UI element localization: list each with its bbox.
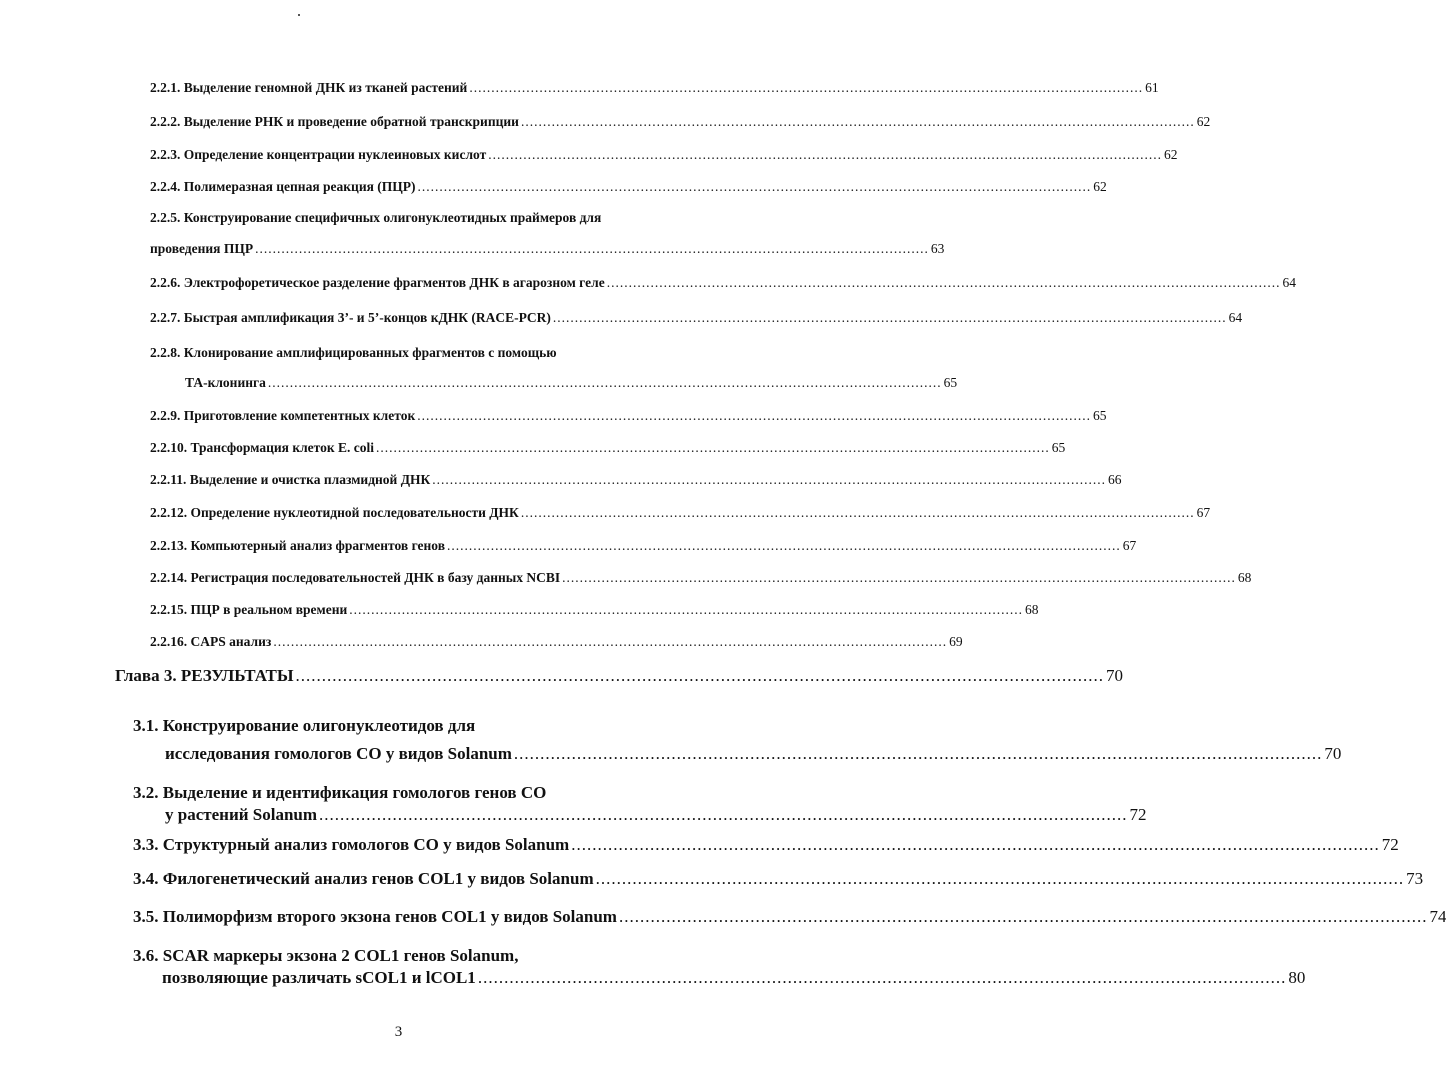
toc-entry[interactable]	[150, 80, 1159, 96]
leader-dots: ..........................................................................................................................................................	[571, 835, 1380, 854]
toc-entry-page: 65	[1092, 408, 1107, 423]
toc-entry-title: 2.2.13. Компьютерный анализ фрагментов генов	[150, 538, 445, 553]
leader-dots: ..........................................................................................................................................................	[477, 968, 1287, 987]
toc-entry-title: 2.2.12. Определение нуклеотидной последовательности ДНК	[150, 505, 519, 520]
toc-section[interactable]	[133, 835, 1399, 855]
leader-dots: ..........................................................................................................................................................	[562, 570, 1236, 585]
toc-entry[interactable]	[150, 538, 1137, 554]
toc-entry-page: 61	[1145, 80, 1159, 95]
toc-section[interactable]	[162, 968, 1306, 988]
toc-entry-title: 2.2.10. Трансформация клеток E. coli	[150, 440, 375, 455]
toc-entry[interactable]	[150, 114, 1211, 130]
toc-entry-title-continuation: проведения ПЦР	[150, 241, 254, 256]
toc-entry-page: 62	[1196, 114, 1211, 129]
toc-section[interactable]	[133, 907, 1446, 927]
leader-dots: ..........................................................................................................................................................	[267, 375, 942, 390]
toc-section-page: 70	[1324, 744, 1342, 763]
toc-entry-title: 2.2.2. Выделение РНК и проведение обратной транскрипции	[150, 114, 519, 129]
toc-entry[interactable]	[150, 440, 1066, 456]
toc-entry[interactable]	[150, 179, 1107, 195]
scan-speck	[298, 14, 300, 16]
toc-entry[interactable]	[150, 310, 1243, 326]
leader-dots: ..........................................................................................................................................................	[319, 805, 1128, 824]
toc-entry-title: 2.2.9. Приготовление компетентных клеток	[150, 408, 416, 423]
toc-entry-page: 62	[1163, 147, 1178, 162]
toc-entry-title: 2.2.3. Определение концентрации нуклеиновых кислот	[150, 147, 487, 162]
chapter-title: Глава 3. РЕЗУЛЬТАТЫ	[115, 666, 294, 685]
leader-dots: ..........................................................................................................................................................	[520, 505, 1195, 520]
toc-entry-page: 68	[1237, 570, 1252, 585]
leader-dots: ..........................................................................................................................................................	[376, 440, 1050, 455]
toc-entry-title-line1[interactable]: 2.2.5. Конструирование специфичных олигонуклеотидных праймеров для	[150, 210, 602, 225]
toc-entry-page: 67	[1196, 505, 1211, 520]
toc-entry-page: 64	[1228, 310, 1243, 325]
toc-entry-page: 67	[1122, 538, 1137, 553]
toc-entry-page: 62	[1093, 179, 1107, 194]
toc-entry[interactable]	[150, 408, 1107, 424]
toc-entry[interactable]	[150, 241, 945, 257]
toc-section-title-continuation: у растений Solanum	[165, 805, 318, 824]
leader-dots: ..........................................................................................................................................................	[520, 114, 1195, 129]
chapter-page: 70	[1106, 666, 1124, 685]
leader-dots: ..........................................................................................................................................................	[488, 147, 1162, 162]
leader-dots: ..........................................................................................................................................................	[417, 408, 1091, 423]
toc-section-title: 3.4. Филогенетический анализ генов COL1 у видов Solanum	[133, 869, 594, 888]
toc-entry[interactable]	[150, 472, 1122, 488]
toc-section-page: 73	[1406, 869, 1424, 888]
toc-entry[interactable]	[150, 634, 963, 650]
leader-dots: ..........................................................................................................................................................	[417, 179, 1092, 194]
toc-entry[interactable]	[150, 505, 1211, 521]
toc-section-title-continuation: позволяющие различать sCOL1 и lCOL1	[162, 968, 476, 987]
toc-section-title-continuation: исследования гомологов CO у видов Solanum	[165, 744, 512, 763]
toc-section-title: 3.3. Структурный анализ гомологов CO у видов Solanum	[133, 835, 570, 854]
toc-entry-title: 2.2.16. CAPS анализ	[150, 634, 272, 649]
toc-entry[interactable]	[150, 602, 1039, 618]
toc-entry-page: 66	[1108, 472, 1122, 487]
leader-dots: ..........................................................................................................................................................	[595, 869, 1405, 888]
toc-entry-page: 65	[1051, 440, 1066, 455]
toc-section-line1[interactable]: 3.2. Выделение и идентификация гомологов генов CO	[133, 783, 547, 802]
toc-entry-page: 64	[1282, 275, 1296, 290]
toc-section[interactable]	[165, 744, 1342, 764]
toc-entry-title: 2.2.15. ПЦР в реальном времени	[150, 602, 348, 617]
leader-dots: ..........................................................................................................................................................	[552, 310, 1227, 325]
leader-dots: ..........................................................................................................................................................	[618, 907, 1428, 926]
toc-entry[interactable]	[150, 275, 1296, 291]
toc-entry-title-line1[interactable]: 2.2.8. Клонирование амплифицированных фрагментов с помощью	[150, 345, 557, 360]
toc-section-page: 72	[1381, 835, 1399, 854]
leader-dots: ..........................................................................................................................................................	[349, 602, 1023, 617]
toc-entry-title: 2.2.7. Быстрая амплификация 3’- и 5’-концов кДНК (RACE-PCR)	[150, 310, 551, 325]
toc-entry-title: 2.2.14. Регистрация последовательностей ДНК в базу данных NCBI	[150, 570, 561, 585]
toc-entry-page: 63	[930, 241, 945, 256]
toc-section-line1[interactable]: 3.6. SCAR маркеры экзона 2 COL1 генов Solanum,	[133, 946, 519, 965]
toc-entry-title: 2.2.4. Полимеразная цепная реакция (ПЦР)	[150, 179, 416, 194]
leader-dots: ..........................................................................................................................................................	[606, 275, 1281, 290]
leader-dots: ..........................................................................................................................................................	[295, 666, 1105, 685]
toc-section-page: 72	[1129, 805, 1147, 824]
toc-entry[interactable]	[150, 147, 1178, 163]
toc-entry-title-continuation: ТА-клонинга	[185, 375, 266, 390]
toc-entry[interactable]	[150, 570, 1252, 586]
toc-entry-page: 68	[1025, 602, 1039, 617]
leader-dots: ..........................................................................................................................................................	[513, 744, 1323, 763]
toc-entry[interactable]	[185, 375, 958, 391]
leader-dots: ..........................................................................................................................................................	[432, 472, 1107, 487]
leader-dots: ..........................................................................................................................................................	[255, 241, 929, 256]
toc-section-page: 74	[1429, 907, 1446, 926]
toc-section[interactable]	[133, 869, 1424, 889]
toc-section-page: 80	[1288, 968, 1306, 987]
leader-dots: ..........................................................................................................................................................	[469, 80, 1144, 95]
toc-entry-page: 69	[949, 634, 963, 649]
leader-dots: ..........................................................................................................................................................	[447, 538, 1121, 553]
toc-section[interactable]	[165, 805, 1147, 825]
toc-entry-title: 2.2.1. Выделение геномной ДНК из тканей растений	[150, 80, 468, 95]
leader-dots: ..........................................................................................................................................................	[273, 634, 948, 649]
page-number: 3	[394, 1024, 403, 1040]
toc-section-title: 3.5. Полиморфизм второго экзона генов COL1 у видов Solanum	[133, 907, 617, 926]
toc-section-line1[interactable]: 3.1. Конструирование олигонуклеотидов для	[133, 716, 476, 735]
toc-entry-title: 2.2.11. Выделение и очистка плазмидной ДНК	[150, 472, 431, 487]
toc-entry-page: 65	[943, 375, 958, 390]
toc-entry-title: 2.2.6. Электрофоретическое разделение фрагментов ДНК в агарозном геле	[150, 275, 605, 290]
toc-chapter[interactable]	[115, 666, 1124, 686]
